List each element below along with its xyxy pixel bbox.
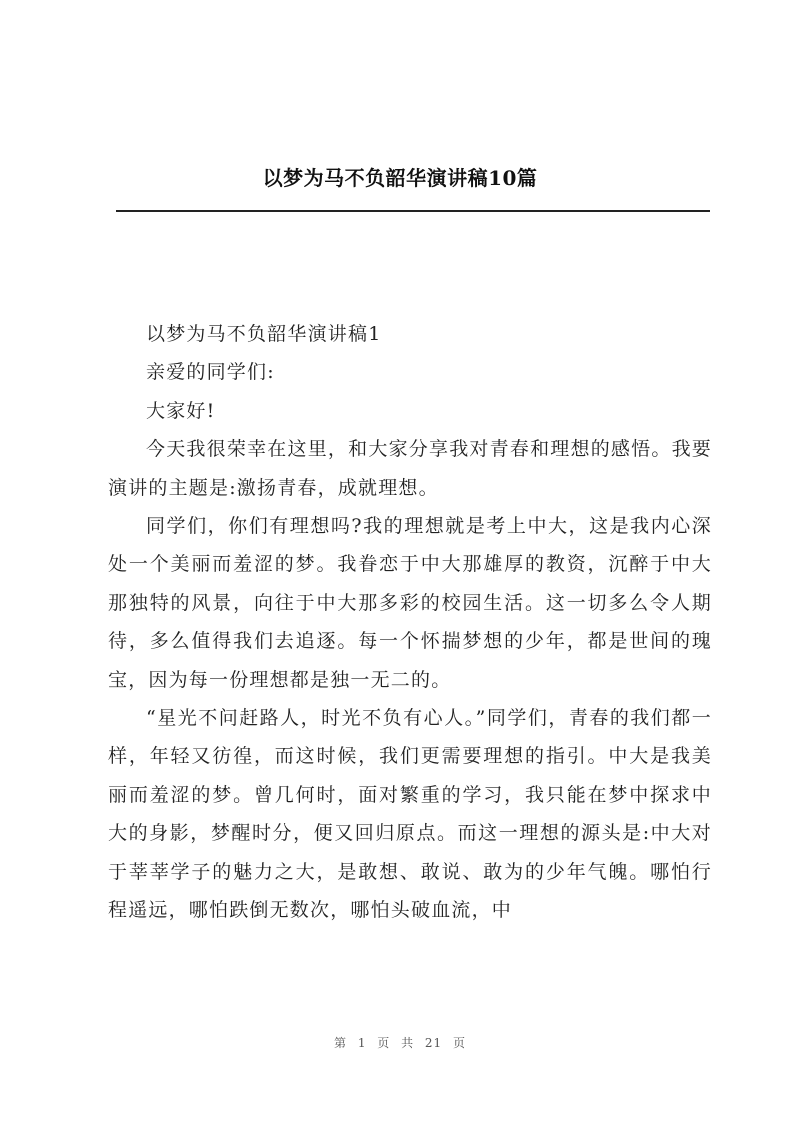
document-body: [108, 315, 712, 930]
title-divider: [116, 210, 710, 212]
paragraph: 今天我很荣幸在这里，和大家分享我对青春和理想的感悟。我要演讲的主题是:激扬青春，成就理想。: [108, 438, 712, 499]
document-title: 以梦为马不负韶华演讲稿10篇: [262, 166, 538, 190]
greeting: 大家好!: [146, 399, 216, 422]
page-number-footer: 第 1 页 共 21 页: [334, 1036, 466, 1050]
section-heading: 以梦为马不负韶华演讲稿1: [146, 323, 382, 345]
paragraph: “星光不问赶路人，时光不负有心人。”同学们，青春的我们都一样，年轻又彷徨，而这时候，我们更需要理想的指引。中大是我美丽而羞涩的梦。曾几何时，面对繁重的学习，我只能在梦中探求中大的身影，梦醒时分，便又回归原点。而这一理想的源头是:中大对于莘莘学子的魅力之大，是敢想、敢说、敢为的少年气魄。哪怕行程遥远，哪怕跌倒无数次，哪怕头破血流，中: [108, 707, 712, 922]
paragraph: 同学们，你们有理想吗?我的理想就是考上中大，这是我内心深处一个美丽而羞涩的梦。我眷恋于中大那雄厚的教资，沉醉于中大那独特的风景，向往于中大那多彩的校园生活。这一切多么令人期待，多么值得我们去追逐。每一个怀揣梦想的少年，都是世间的瑰宝，因为每一份理想都是独一无二的。: [108, 515, 712, 691]
salutation: 亲爱的同学们:: [146, 361, 275, 384]
